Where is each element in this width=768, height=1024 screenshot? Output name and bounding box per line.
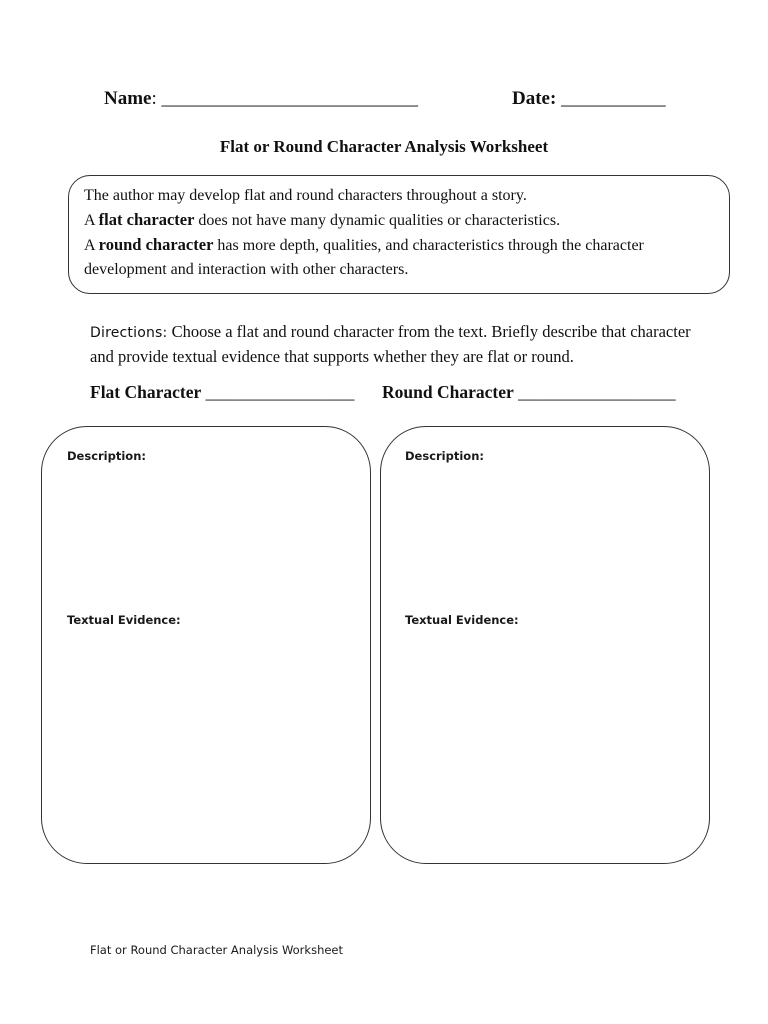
intro-round-definition	[84, 233, 724, 282]
footer-title: Flat or Round Character Analysis Worksheet	[90, 943, 344, 957]
directions	[90, 320, 710, 369]
round-character-label: Round Character	[382, 382, 514, 402]
round-evidence-label: Textual Evidence:	[405, 613, 519, 627]
flat-evidence-label: Textual Evidence:	[67, 613, 181, 627]
name-colon: :	[151, 88, 157, 109]
name-field[interactable]	[104, 88, 418, 110]
directions-label: Directions:	[90, 325, 168, 341]
intro-text	[84, 184, 724, 282]
round-prefix: A	[84, 237, 99, 254]
round-description-label: Description:	[405, 449, 484, 463]
worksheet-title: Flat or Round Character Analysis Worksheet	[219, 137, 549, 156]
round-definition-text: has more depth, qualities, and characteristics through the character development and interaction with other characters.	[84, 237, 644, 278]
round-character-blank[interactable]: __________________	[513, 382, 676, 402]
flat-definition-text: does not have many dynamic qualities or characteristics.	[194, 212, 561, 229]
flat-prefix: A	[84, 212, 99, 229]
round-character-card[interactable]	[380, 426, 710, 864]
flat-character-label: Flat Character	[90, 382, 202, 402]
round-term: round character	[98, 235, 214, 254]
flat-description-label: Description:	[67, 449, 146, 463]
flat-character-blank[interactable]: _________________	[201, 382, 355, 402]
flat-character-field[interactable]	[90, 382, 354, 403]
directions-text: Choose a flat and round character from the text. Briefly describe that character and provide textual evidence that supports whether they are flat or round.	[90, 322, 691, 366]
name-blank[interactable]: ___________________________	[156, 88, 419, 109]
date-field[interactable]	[512, 88, 666, 110]
flat-term: flat character	[98, 210, 195, 229]
intro-flat-definition	[84, 208, 724, 233]
name-label: Name	[104, 88, 152, 109]
intro-line-1: The author may develop flat and round characters throughout a story.	[84, 187, 527, 204]
flat-character-card[interactable]	[41, 426, 371, 864]
date-label: Date:	[512, 88, 557, 109]
date-blank[interactable]: ___________	[556, 88, 666, 109]
round-character-field[interactable]	[382, 382, 676, 403]
